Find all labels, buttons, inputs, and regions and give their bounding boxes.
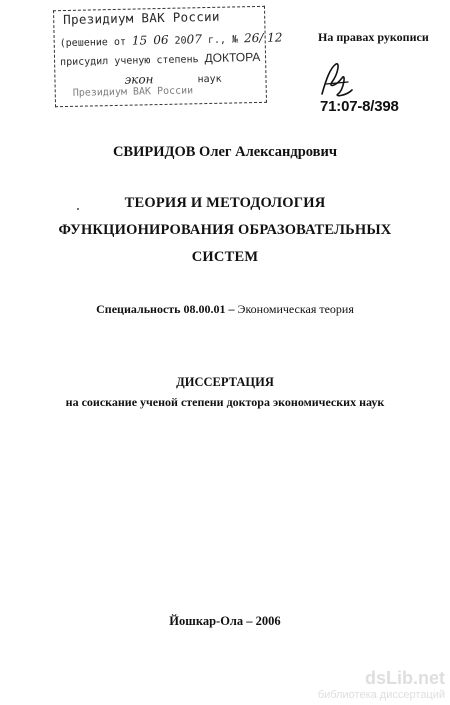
speciality-name: Экономическая теория bbox=[237, 302, 354, 316]
stamp-awarded-text: присудил ученую степень bbox=[60, 54, 199, 69]
stamp-year-prefix: 20 bbox=[174, 35, 187, 47]
stamp-decision-prefix: (решение от bbox=[59, 36, 127, 50]
city-year: Йошкар-Ола – 2006 bbox=[169, 614, 281, 628]
stamp-field-suffix: наук bbox=[197, 73, 222, 86]
degree-line: на соискание ученой степени доктора экономических наук bbox=[65, 395, 385, 409]
stamp-year: 07 bbox=[186, 32, 203, 47]
library-code: 71:07-8/398 bbox=[320, 98, 399, 115]
stamp-field: экон bbox=[124, 72, 154, 87]
speciality-code: 08.00.01 bbox=[183, 302, 226, 316]
stamp-degree: ДОКТОРА bbox=[204, 49, 261, 66]
stamp-title: Президиум ВАК России bbox=[63, 8, 220, 28]
stamp-day: 15 bbox=[131, 33, 148, 48]
speciality-label: Специальность bbox=[96, 302, 181, 316]
vak-approval-stamp bbox=[51, 4, 283, 109]
title-line-3: СИСТЕМ bbox=[191, 249, 259, 265]
speciality-dash: – bbox=[228, 302, 235, 316]
manuscript-note: На правах рукописи bbox=[318, 30, 429, 44]
handwritten-signature bbox=[316, 60, 356, 102]
stamp-number-label: г., № bbox=[207, 34, 239, 47]
watermark-subtitle: библиотека диссертаций bbox=[317, 689, 445, 701]
title-line-2: ФУНКЦИОНИРОВАНИЯ ОБРАЗОВАТЕЛЬНЫХ bbox=[58, 222, 392, 238]
watermark-logo: dsLib.net bbox=[365, 668, 445, 688]
stamp-number: 26/ 12 bbox=[243, 30, 283, 46]
speciality-line bbox=[0, 302, 450, 317]
stamp-faded-text: Президиум ВАК России bbox=[72, 85, 194, 99]
author-name: СВИРИДОВ Олег Александрович bbox=[112, 144, 338, 160]
stamp-field-line bbox=[124, 71, 221, 87]
stamp-month: 06 bbox=[153, 32, 169, 48]
dslib-watermark bbox=[310, 668, 445, 704]
document-type: ДИССЕРТАЦИЯ bbox=[176, 375, 274, 389]
title-line-1: ТЕОРИЯ И МЕТОДОЛОГИЯ bbox=[124, 195, 326, 211]
